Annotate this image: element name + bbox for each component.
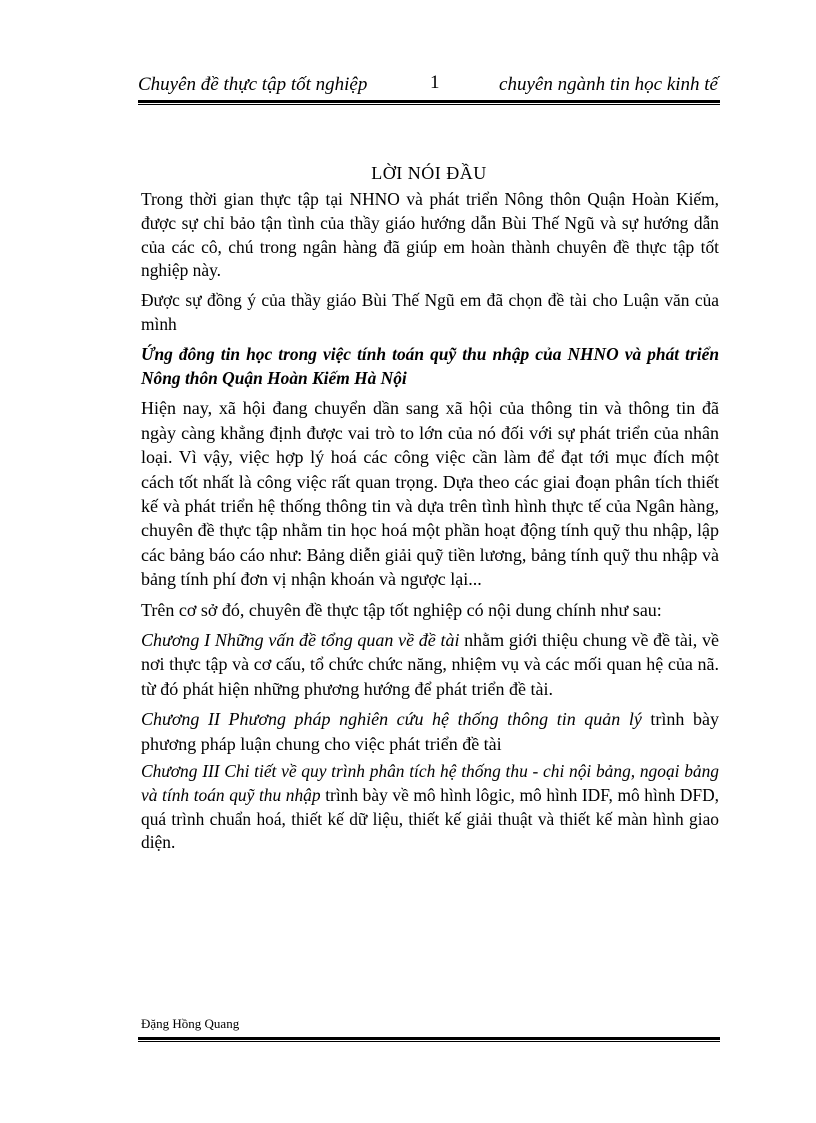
paragraph-topic-choice: Được sự đồng ý của thầy giáo Bùi Thế Ngũ em đã chọn đề tài cho Luận văn của mình <box>141 290 719 334</box>
chapter-1-title: Chương I Những vấn đề tổng quan về đề tài <box>141 630 460 651</box>
chapter-1-text: nhằm giới thiệu chung về đề tài, về nơi thực tập và cơ cấu, tổ chức chức năng, nhiệm vụ và các mối quan hệ của nã. từ đó phát hiện những phương hướng để phát triển đề tài. <box>141 630 719 699</box>
chapter-3-text: trình bày về mô hình lôgic, mô hình IDF, mô hình DFD, quá trình chuẩn hoá, thiết kế dữ liệu, thiết kế giải thuật và thiết kế màn hình giao diện. <box>141 784 719 853</box>
paragraph-intro: Trong thời gian thực tập tại NHNO và phát triển Nông thôn Quận Hoàn Kiếm, được sự chỉ bảo tận tình của thầy giáo hướng dẫn Bùi Thế Ngũ và sự hướng dẫn của các cô, chú trong ngân hàng đã giúp em hoàn thành chuyên đề thực tập tốt nghiệp này. <box>141 189 719 281</box>
header-page-number: 1 <box>430 72 440 93</box>
page-header <box>138 70 718 100</box>
chapter-2-title: Chương II Phương pháp nghiên cứu hệ thống thông tin quản lý <box>141 709 642 730</box>
header-rule-thin <box>138 104 720 105</box>
chapter-2-text: trình bày phương pháp luận chung cho việc phát triển đề tài <box>141 709 719 754</box>
paragraph-chapter-2 <box>141 707 719 756</box>
header-document-type: Chuyên đề thực tập tốt nghiệp <box>138 74 368 95</box>
topic-title: Ứng đông tin học trong việc tính toán quỹ thu nhập của NHNO và phát triển Nông thôn Quận Hoàn Kiếm Hà Nội <box>141 343 719 388</box>
header-rule <box>138 100 720 103</box>
footer-author: Đặng Hồng Quang <box>141 1016 240 1031</box>
paragraph-background: Hiện nay, xã hội đang chuyển dần sang xã hội của thông tin và thông tin đã ngày càng khẳng định được vai trò to lớn của nó đối với sự phát triển của nhân loại. Vì vậy, việc hợp lý hoá các công việc cần làm để đạt tới mục đích một cách tốt nhất là công việc rất quan trọng. Dựa theo các giai đoạn phân tích thiết kế và phát triển hệ thống thông tin và dựa trên tình hình thực tế của Ngân hàng, chuyên đề thực tập nhằm tin học hoá một phần hoạt động tính quỹ thu nhập, lập các bảng báo cáo như: Bảng diễn giải quỹ tiền lương, bảng tính quỹ thu nhập và bảng tính phí đơn vị nhận khoán và ngược lại... <box>141 398 719 590</box>
paragraph-chapter-1 <box>141 628 719 701</box>
footer-rule-thin <box>138 1041 720 1042</box>
footer-rule <box>138 1037 720 1040</box>
page-title: LỜI NÓI ĐẦU <box>371 163 487 183</box>
paragraph-content-intro: Trên cơ sở đó, chuyên đề thực tập tốt nghiệp có nội dung chính như sau: <box>141 599 662 620</box>
chapter-3-title: Chương III Chi tiết về quy trình phân tích hệ thống thu - chi nội bảng, ngoại bảng và tính toán quỹ thu nhập <box>141 761 719 805</box>
paragraph-chapter-3 <box>141 760 719 855</box>
header-major: chuyên ngành tin học kinh tế <box>499 74 718 95</box>
main-content <box>141 188 719 855</box>
